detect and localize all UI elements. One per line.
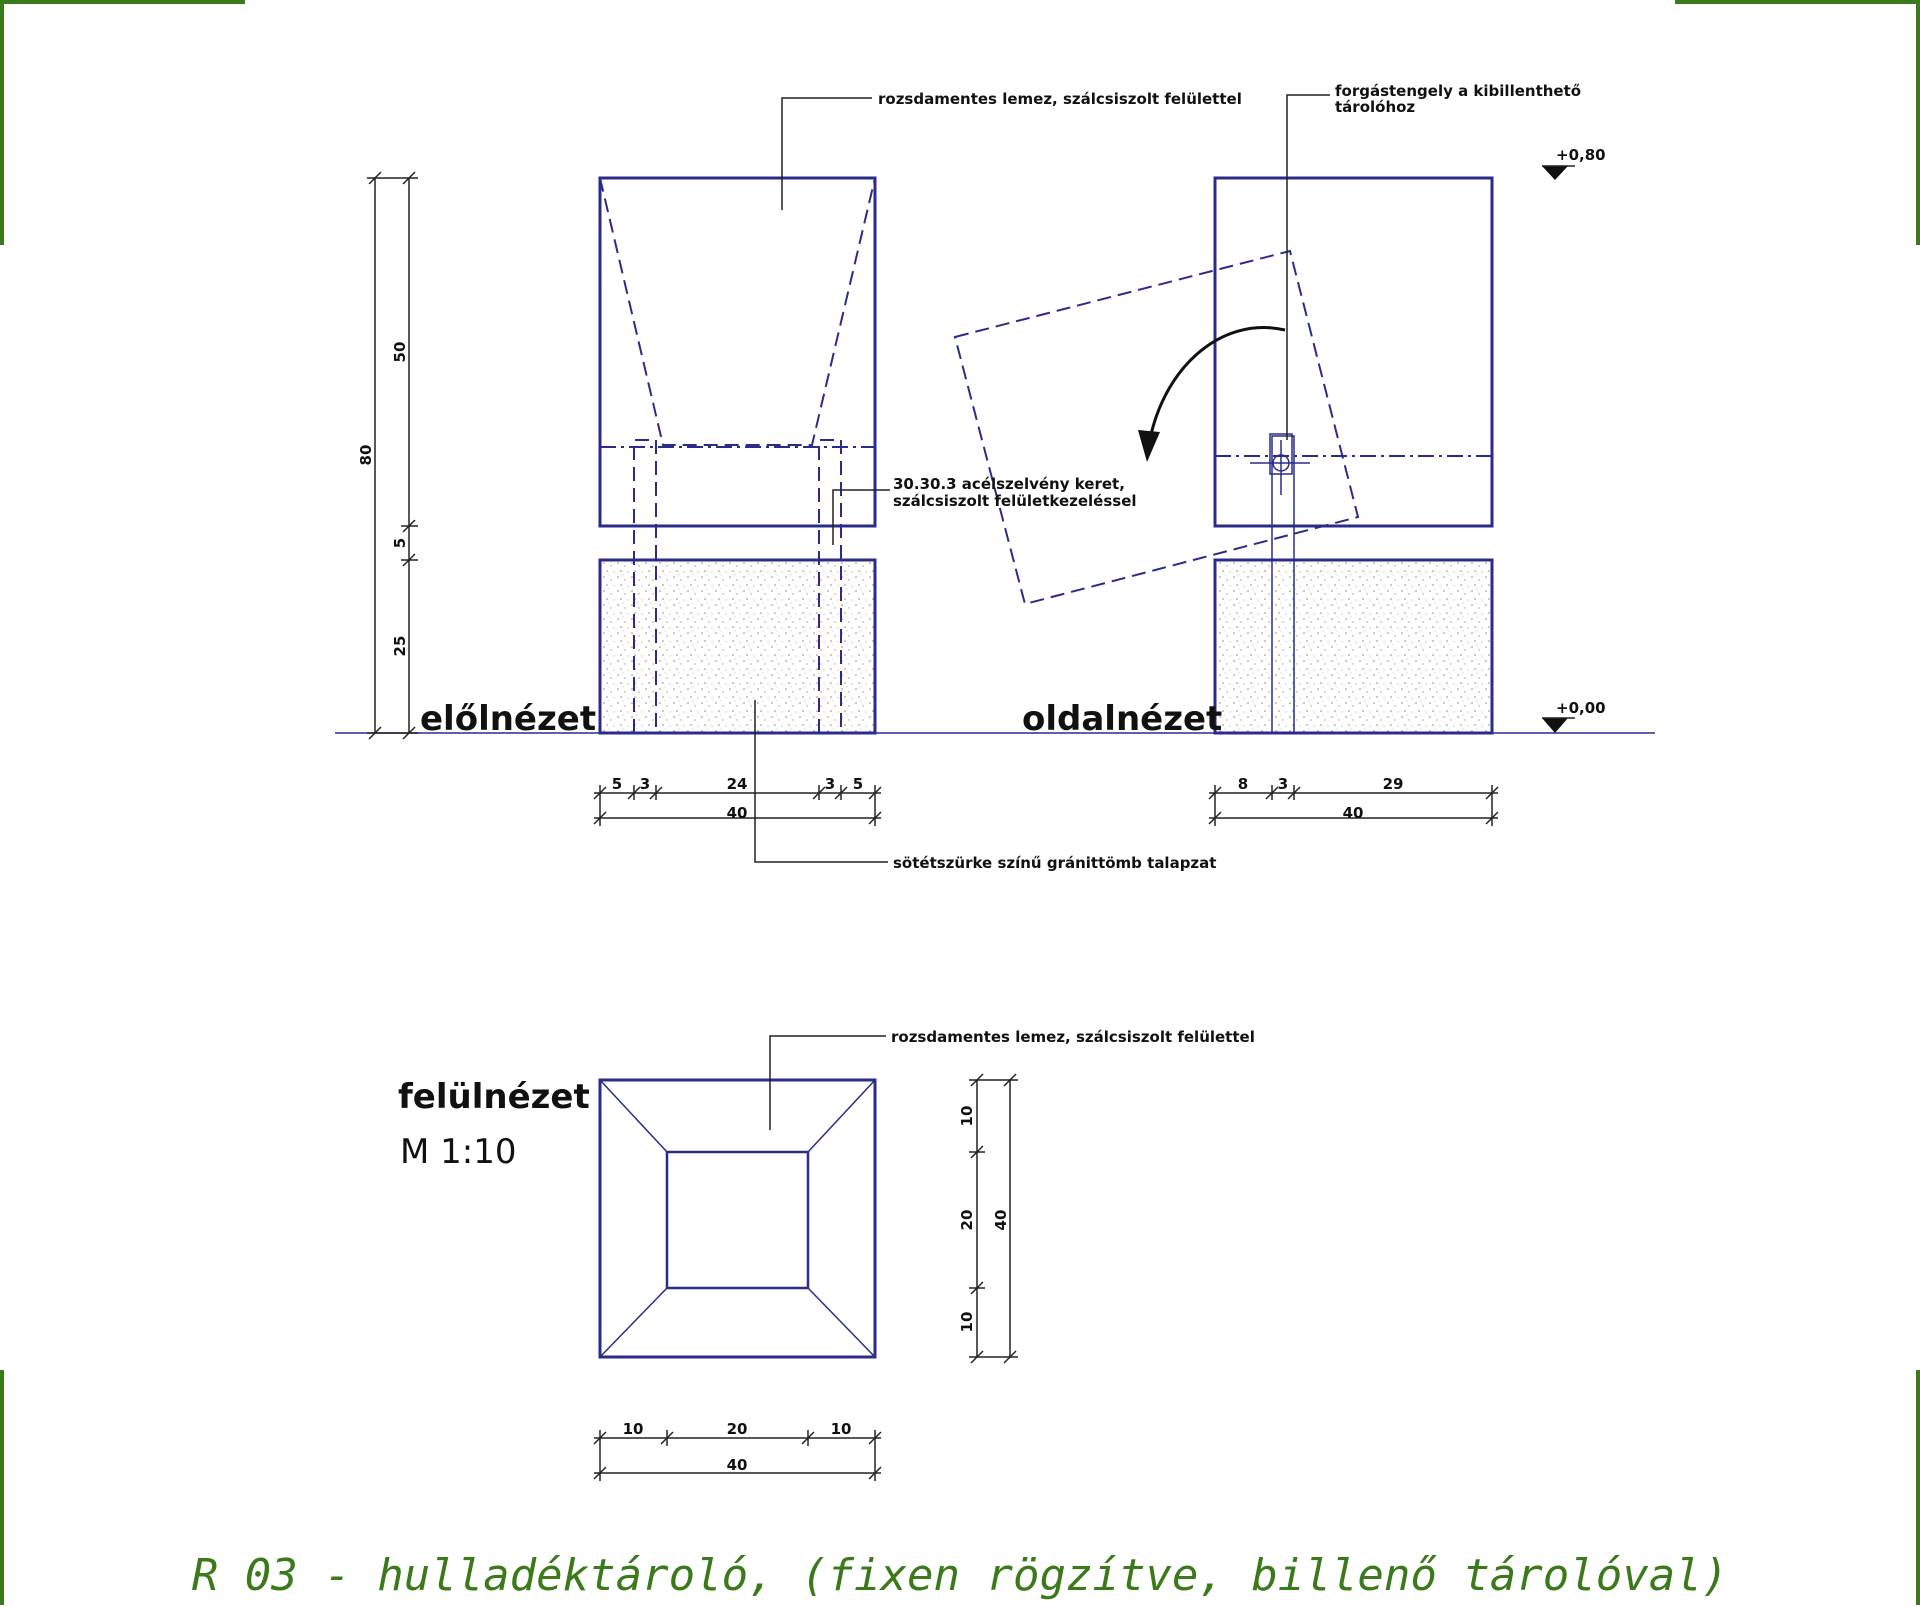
tilt-arrow-head <box>1138 430 1160 462</box>
dim-side-h-part-2: 3 <box>1277 775 1289 793</box>
top-diagonals <box>600 1080 875 1357</box>
dim-side-h-part-1: 8 <box>1237 775 1249 793</box>
dim-top-v-part-2: 20 <box>958 1209 976 1231</box>
drawing-title: R 03 - hulladéktároló, (fixen rögzítve, billenő tárolóval) <box>191 1550 1729 1601</box>
dim-front-h-part-2: 3 <box>639 775 651 793</box>
dim-top-horizontal <box>594 1420 881 1481</box>
dim-front-vertical <box>357 172 418 739</box>
note-steel-frame-line2: szálcsiszolt felületkezeléssel <box>893 492 1137 510</box>
leader-sheet-steel-front <box>782 98 872 210</box>
dim-top-v-part-3: 10 <box>958 1311 976 1333</box>
dim-top-h-part-3: 10 <box>830 1420 852 1438</box>
sheet-frame-corners <box>2 2 1918 1605</box>
top-view <box>600 1080 875 1357</box>
dim-side-h-total: 40 <box>1342 804 1364 822</box>
level-mark-ground <box>1542 699 1606 733</box>
note-steel-frame-line1: 30.30.3 acélszelvény keret, <box>893 475 1125 493</box>
front-granite-base <box>600 560 875 733</box>
tilted-bin-outline <box>955 251 1358 604</box>
top-inner-square <box>667 1152 808 1288</box>
front-bin-inner-taper <box>600 178 875 445</box>
dim-top-v-part-1: 10 <box>958 1105 976 1127</box>
note-pivot-axis-line1: forgástengely a kibillenthető <box>1335 82 1582 100</box>
dim-side-horizontal <box>1209 775 1498 826</box>
dim-front-horizontal <box>594 775 881 826</box>
top-view-scale: M 1:10 <box>400 1132 517 1172</box>
front-view <box>600 178 875 733</box>
dim-top-v-total: 40 <box>992 1209 1010 1231</box>
level-top-label: +0,80 <box>1556 146 1606 164</box>
pivot-axis-mark <box>1250 440 1310 495</box>
dim-front-h-part-3: 24 <box>726 775 748 793</box>
dim-side-h-part-3: 29 <box>1382 775 1404 793</box>
dim-top-vertical <box>958 1074 1018 1363</box>
dim-front-part-2: 5 <box>391 537 409 549</box>
dim-front-part-1: 50 <box>391 341 409 363</box>
front-view-label: előlnézet <box>420 699 597 739</box>
dim-front-total: 80 <box>357 444 375 466</box>
level-mark-top <box>1542 146 1606 180</box>
note-granite-base: sötétszürke színű gránittömb talapzat <box>893 854 1217 872</box>
note-sheet-steel-top: rozsdamentes lemez, szálcsiszolt felülettel <box>891 1028 1255 1046</box>
note-sheet-steel-front: rozsdamentes lemez, szálcsiszolt felülettel <box>878 90 1242 108</box>
dim-front-h-total: 40 <box>726 804 748 822</box>
dim-front-h-part-1: 5 <box>611 775 623 793</box>
dim-front-part-3: 25 <box>391 635 409 657</box>
dim-top-h-total: 40 <box>726 1456 748 1474</box>
dim-top-h-part-2: 20 <box>726 1420 748 1438</box>
dim-front-h-part-5: 5 <box>852 775 864 793</box>
side-granite-base <box>1215 560 1492 733</box>
level-ground-label: +0,00 <box>1556 699 1606 717</box>
side-view-label: oldalnézet <box>1022 699 1223 739</box>
dim-top-h-part-1: 10 <box>622 1420 644 1438</box>
dim-front-h-part-4: 3 <box>824 775 836 793</box>
side-view <box>955 178 1492 733</box>
top-view-label: felülnézet <box>398 1077 590 1117</box>
side-bin-body <box>1215 178 1492 526</box>
leader-sheet-steel-top <box>770 1036 886 1130</box>
note-pivot-axis-line2: tárolóhoz <box>1335 98 1416 116</box>
